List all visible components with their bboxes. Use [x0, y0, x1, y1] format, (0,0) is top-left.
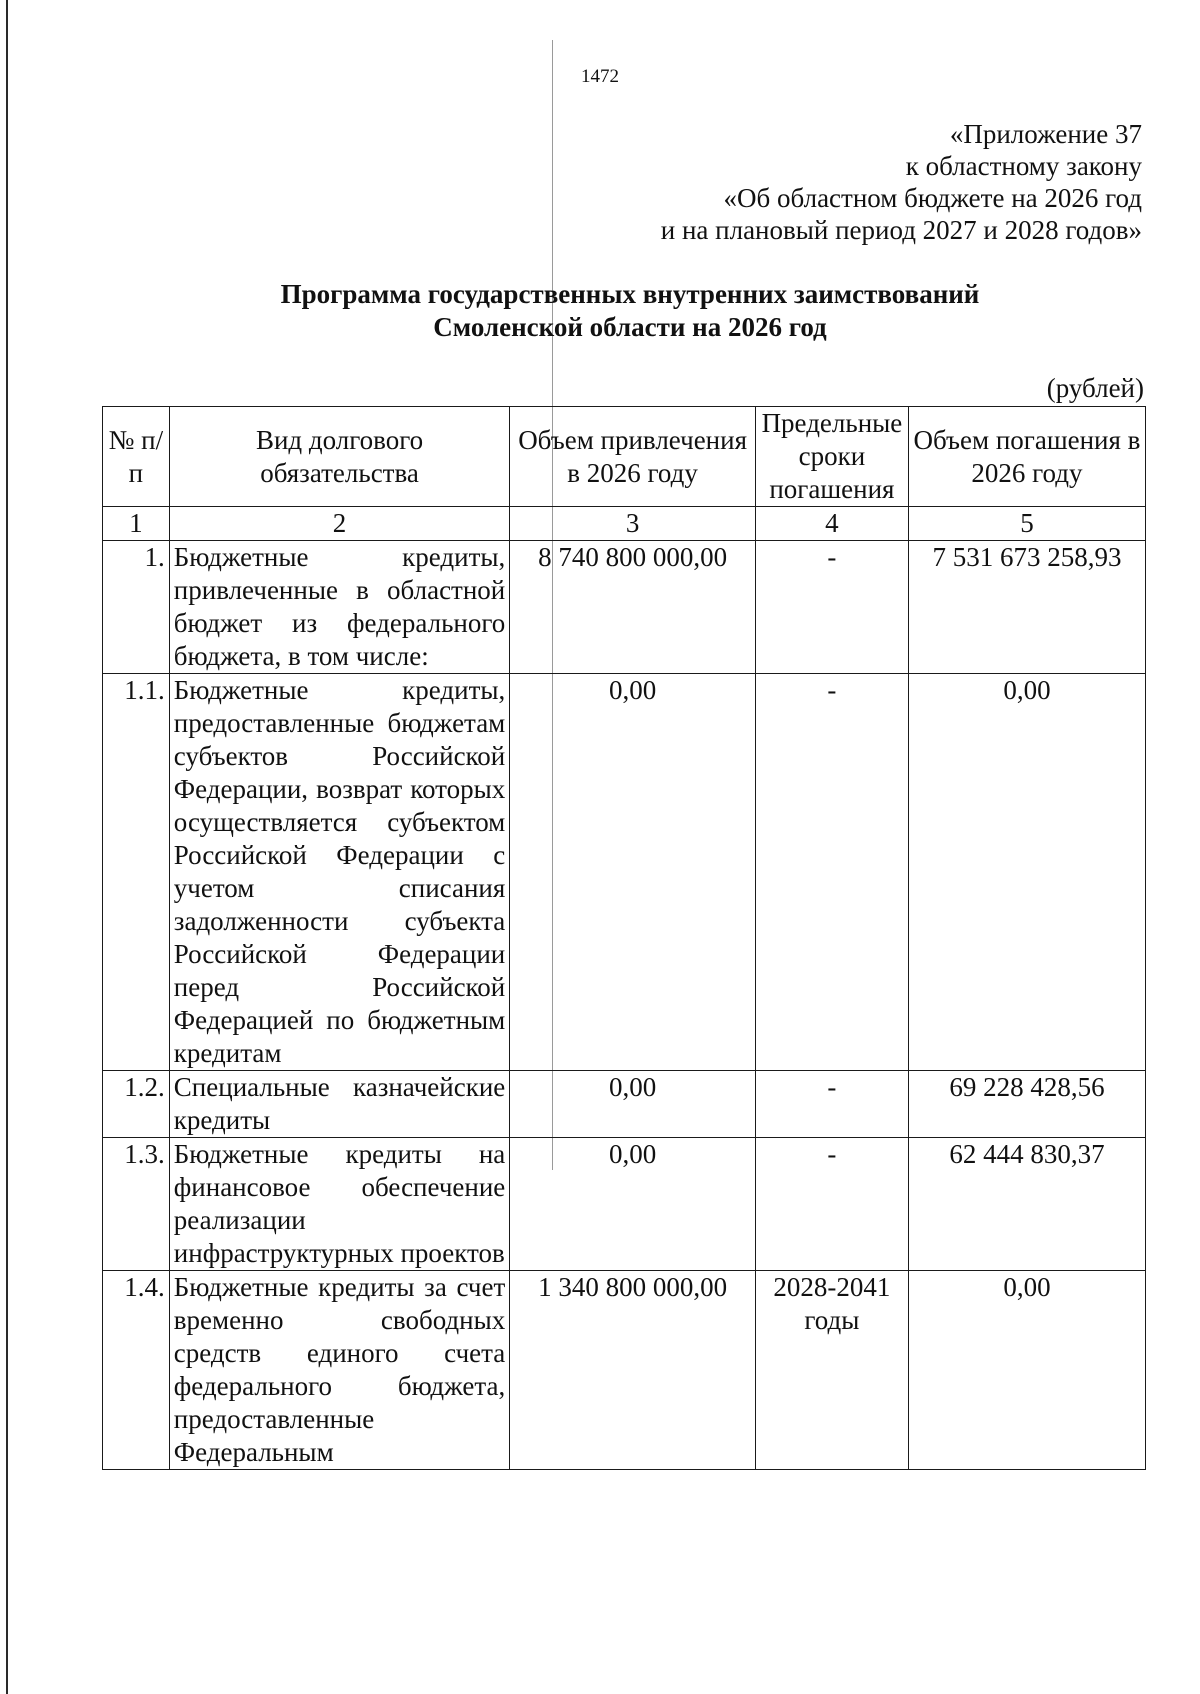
row-number: 1.	[103, 541, 170, 674]
row-number: 1.4.	[103, 1271, 170, 1470]
appendix-line-1: «Приложение 37	[949, 119, 1142, 149]
repayment-amount: 62 444 830,37	[908, 1138, 1145, 1271]
obligation-type: Специальные казначейские кредиты	[169, 1071, 509, 1138]
raise-amount: 1 340 800 000,00	[510, 1271, 756, 1470]
repayment-amount: 69 228 428,56	[908, 1071, 1145, 1138]
repayment-term: -	[755, 1071, 908, 1138]
table-row	[103, 1138, 1146, 1271]
obligation-type: Бюджетные кредиты на финансовое обеспечение реализации инфраструктурных проектов	[169, 1138, 509, 1271]
repayment-amount: 0,00	[908, 674, 1145, 1071]
obligation-type: Бюджетные кредиты за счет временно свободных средств единого счета федерального бюджета, предоставленные Федеральным	[169, 1271, 509, 1470]
column-number: 3	[510, 507, 756, 541]
page-left-edge	[6, 0, 8, 1694]
currency-unit: (рублей)	[1046, 373, 1144, 403]
row-number: 1.1.	[103, 674, 170, 1071]
raise-amount: 8 740 800 000,00	[510, 541, 756, 674]
column-numbers-row	[103, 507, 1146, 541]
repayment-term: 2028-2041 годы	[755, 1271, 908, 1470]
document-title-line-1: Программа государственных внутренних заимствований	[280, 279, 980, 309]
repayment-term: -	[755, 674, 908, 1071]
repayment-amount: 0,00	[908, 1271, 1145, 1470]
obligation-type: Бюджетные кредиты, предоставленные бюджетам субъектов Российской Федерации, возврат которых осуществляется субъектом Российской Федерации с учетом списания задолженности субъекта Российской Федерации перед Российской Федерацией по бюджетным кредитам	[169, 674, 509, 1071]
column-number: 1	[103, 507, 170, 541]
table-row	[103, 1271, 1146, 1470]
row-number: 1.2.	[103, 1071, 170, 1138]
page-number: 1472	[581, 66, 619, 87]
table-row	[103, 674, 1146, 1071]
document-title-line-2: Смоленской области на 2026 год	[433, 312, 827, 342]
row-number: 1.3.	[103, 1138, 170, 1271]
header-raise-volume: Объем привлечения в 2026 году	[510, 407, 756, 507]
table-header	[103, 407, 1146, 507]
repayment-term: -	[755, 541, 908, 674]
appendix-line-2: к областному закону	[905, 151, 1142, 181]
appendix-line-4: и на плановый период 2027 и 2028 годов»	[660, 215, 1142, 245]
raise-amount: 0,00	[510, 1138, 756, 1271]
header-repayment-volume: Объем погашения в 2026 году	[908, 407, 1145, 507]
repayment-amount: 7 531 673 258,93	[908, 541, 1145, 674]
obligation-type: Бюджетные кредиты, привлеченные в областной бюджет из федерального бюджета, в том числе:	[169, 541, 509, 674]
appendix-line-3: «Об областном бюджете на 2026 год	[723, 183, 1142, 213]
document-title	[0, 278, 1200, 344]
raise-amount: 0,00	[510, 1071, 756, 1138]
header-repayment-term: Предельные сроки погашения	[755, 407, 908, 507]
table-row	[103, 541, 1146, 674]
borrowing-program-table	[102, 406, 1146, 1470]
column-number: 5	[908, 507, 1145, 541]
header-number: № п/п	[103, 407, 170, 507]
appendix-header	[661, 118, 1142, 246]
raise-amount: 0,00	[510, 674, 756, 1071]
table-row	[103, 1071, 1146, 1138]
repayment-term: -	[755, 1138, 908, 1271]
column-number: 2	[169, 507, 509, 541]
column-number: 4	[755, 507, 908, 541]
header-obligation-type: Вид долгового обязательства	[169, 407, 509, 507]
